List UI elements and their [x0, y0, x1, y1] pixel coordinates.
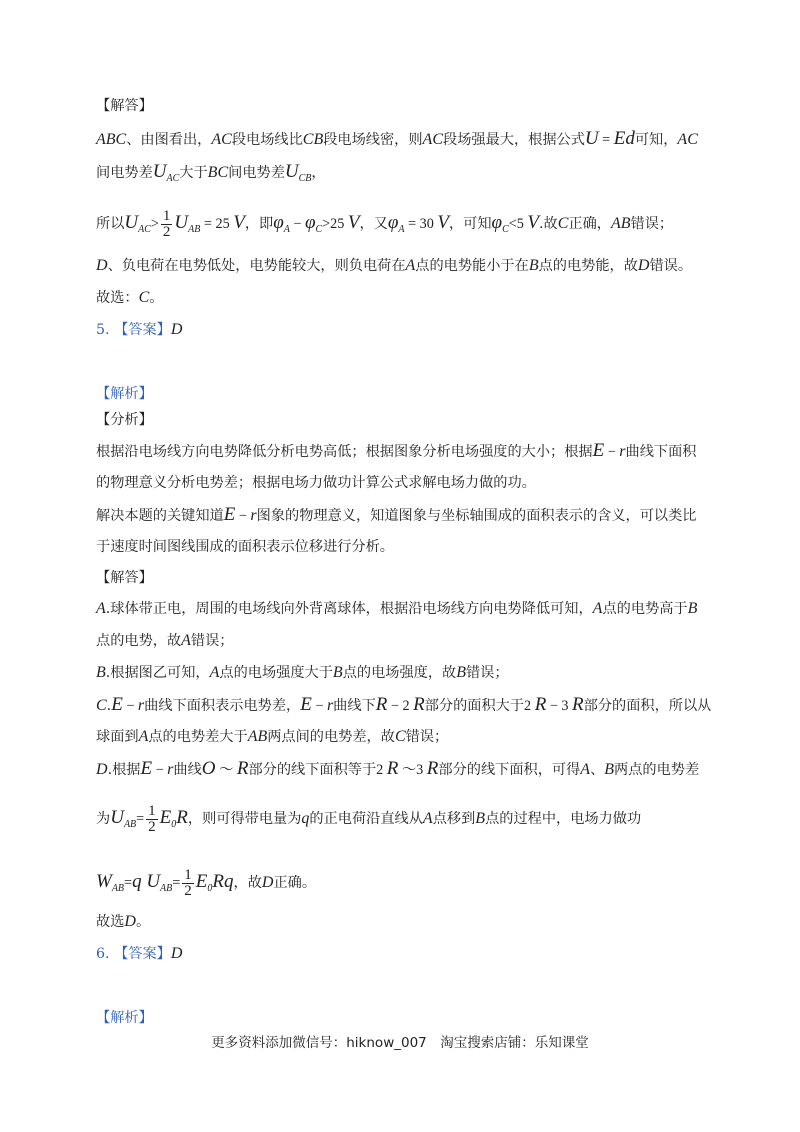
text-run: 间电势差: [228, 165, 285, 181]
text-run: B: [332, 664, 343, 681]
text-run: 可知，: [634, 132, 678, 148]
text-run: 间电势差: [96, 165, 153, 181]
text-run: ，故: [233, 875, 262, 891]
text-run: 1: [162, 207, 171, 224]
text-run: D: [261, 874, 274, 891]
text-run: 大于: [179, 165, 208, 181]
text-run: 正确。: [273, 875, 317, 891]
text-run: R: [572, 694, 584, 715]
heading-jiexi: [96, 1008, 153, 1028]
text-run: AB: [111, 883, 125, 894]
text-run: E: [111, 694, 123, 715]
paragraph-line: [96, 162, 326, 189]
text-run: φ: [304, 212, 316, 233]
text-run: .: [106, 698, 112, 714]
text-run: 的物理意义分析电势差；根据电场力做功计算公式求解电场力做的功。: [96, 475, 536, 491]
text-run: D: [170, 945, 183, 962]
text-run: ，可知: [448, 216, 492, 232]
text-run: BC: [207, 164, 229, 181]
text-run: AC: [166, 173, 180, 184]
text-run: B: [456, 664, 466, 681]
text-run: B: [96, 664, 106, 681]
text-run: 球面到: [96, 729, 139, 745]
text-run: 段电场线密，则: [323, 132, 423, 148]
text-run: =: [136, 811, 145, 827]
text-run: Rq: [212, 871, 234, 892]
text-run: 1: [148, 802, 156, 819]
heading-jiexi: [96, 384, 153, 404]
text-run: Ed: [613, 128, 635, 149]
text-run: 点的电场强度大于: [219, 665, 333, 681]
text-run: 、: [590, 762, 605, 778]
text-run: 解决本题的关键知道: [96, 508, 224, 524]
text-run: 0: [171, 819, 177, 830]
text-run: =: [598, 132, 614, 148]
text-run: AC: [422, 131, 443, 148]
text-run: 点的过程中，电场力做功: [485, 811, 642, 827]
text-run: U: [152, 161, 167, 182]
paragraph-line: [96, 441, 696, 462]
text-run: B: [528, 257, 539, 274]
text-run: 段场强最大，根据公式: [443, 132, 585, 148]
text-run: C: [138, 289, 150, 306]
formula-line: [96, 866, 316, 905]
text-run: A: [283, 224, 290, 235]
text-run: 5.: [96, 322, 110, 338]
text-run: q: [301, 810, 310, 827]
text-run: O: [201, 758, 216, 779]
text-run: r: [137, 697, 145, 714]
text-run: A: [405, 257, 416, 274]
text-run: −: [311, 698, 327, 714]
text-run: 【解答】: [96, 570, 153, 586]
text-run: V: [437, 212, 449, 233]
paragraph-line: [96, 473, 536, 493]
text-run: ABC: [96, 131, 127, 148]
text-run: 2: [184, 882, 192, 899]
text-run: 点的电势能小于在: [415, 258, 529, 274]
text-run: E: [195, 871, 208, 892]
text-run: 【分析】: [96, 412, 153, 428]
answer-line: [96, 912, 150, 932]
text-run: 点的电势差大于: [148, 729, 248, 745]
text-run: 0: [207, 883, 213, 894]
text-run: CB: [298, 173, 312, 184]
text-run: E: [140, 758, 153, 779]
text-run: 【答案】: [114, 322, 171, 338]
text-run: R: [176, 807, 188, 828]
text-run: 曲线下: [333, 698, 376, 714]
text-run: AB: [123, 819, 137, 830]
text-run: ，又: [359, 216, 388, 232]
text-run: 、由图看出，: [126, 132, 212, 148]
text-run: 点的电场强度，故: [342, 665, 457, 681]
text-run: U: [174, 212, 189, 233]
text-run: R: [236, 758, 249, 779]
text-run: A: [181, 632, 191, 649]
text-run: 错误；: [630, 216, 674, 232]
text-run: A: [422, 810, 433, 827]
text-run: −: [604, 444, 620, 460]
text-run: 根据沿电场线方向电势降低分析电势高低；根据图象分析电场强度的大小；根据: [96, 444, 593, 460]
text-run: AC: [138, 224, 151, 235]
text-run: AB: [160, 883, 173, 894]
text-run: 。: [135, 914, 151, 930]
text-run: = 25: [200, 216, 234, 232]
text-run: AC: [677, 131, 698, 148]
text-run: ，即: [244, 216, 274, 232]
text-run: C: [557, 215, 569, 232]
text-run: = 30: [404, 216, 438, 232]
text-run: −: [122, 698, 138, 714]
fraction: [146, 804, 158, 835]
text-run: 曲线下面积表示电势差，: [144, 698, 301, 714]
text-run: A: [138, 728, 149, 745]
paragraph-line: [96, 129, 698, 150]
text-run: B: [604, 761, 615, 778]
text-run: − 2: [387, 698, 414, 714]
text-run: U: [284, 161, 299, 182]
text-run: q: [132, 871, 142, 892]
text-run: 的正电荷沿直线从: [309, 811, 423, 827]
text-run: 两点间的电势差，故: [267, 729, 395, 745]
text-run: E: [223, 504, 236, 525]
paragraph-line: [96, 505, 696, 526]
text-run: D: [96, 257, 108, 274]
text-run: A: [96, 600, 106, 617]
text-run: .根据: [107, 762, 141, 778]
heading-text: 【解答】: [96, 98, 153, 114]
text-run: >: [150, 216, 159, 232]
text-run: AC: [211, 131, 232, 148]
fraction: [182, 868, 194, 899]
heading-fenxi: [96, 410, 153, 430]
text-run: φ: [273, 212, 284, 233]
text-run: 为: [96, 811, 111, 827]
text-run: R: [386, 758, 399, 779]
text-run: W: [96, 871, 112, 892]
text-run: 部分的线下面积等于: [248, 762, 377, 778]
text-run: 点移到: [432, 811, 476, 827]
text-run: AB: [247, 728, 268, 745]
paragraph-line: [96, 663, 509, 683]
text-run: V: [347, 212, 360, 233]
text-run: ，则可得带电量为: [187, 811, 302, 827]
text-run: 2: [376, 762, 387, 778]
paragraph-line: [96, 759, 699, 780]
text-run: >25: [322, 216, 348, 232]
text-run: −: [152, 762, 168, 778]
paragraph-line: [96, 537, 394, 557]
text-run: 【答案】: [114, 946, 171, 962]
text-run: 错误；: [190, 633, 234, 649]
text-run: 错误；: [405, 729, 449, 745]
text-run: r: [167, 761, 174, 778]
formula-line: [96, 802, 641, 841]
text-run: AB: [610, 215, 631, 232]
text-run: U: [584, 128, 599, 149]
text-run: 错误。: [649, 258, 693, 274]
question-6-answer: [96, 944, 182, 964]
text-run: A: [580, 761, 591, 778]
text-run: 图象的物理意义，知道图象与坐标轴围成的面积表示的含义，可以类比: [256, 508, 697, 524]
text-run: E: [300, 694, 312, 715]
text-run: 曲线: [173, 762, 202, 778]
text-run: R: [413, 694, 425, 715]
text-run: r: [619, 443, 626, 460]
text-run: 点的电势高于: [602, 601, 688, 617]
formula-line: [96, 208, 673, 245]
text-run: r: [250, 507, 257, 524]
paragraph-line: [96, 256, 692, 276]
text-run: <5: [508, 216, 528, 232]
paragraph-line: [96, 727, 448, 747]
text-run: =: [172, 875, 181, 891]
text-run: E: [592, 440, 605, 461]
text-run: 1: [184, 866, 192, 883]
text-run: φ: [491, 212, 503, 233]
text-run: B: [687, 600, 698, 617]
text-run: ～3: [398, 762, 427, 778]
text-run: A: [398, 224, 405, 235]
text-run: 错误；: [465, 665, 509, 681]
text-run: φ: [387, 212, 399, 233]
text-run: B: [475, 810, 486, 827]
text-run: U: [124, 212, 139, 233]
text-run: 部分的面积大于: [424, 698, 525, 714]
text-run: ～: [215, 762, 237, 778]
question-5-answer: [96, 320, 182, 340]
fraction: [161, 209, 173, 240]
text-run: 于速度时间图线围成的面积表示位移进行分析。: [96, 539, 394, 555]
text-run: ，: [311, 165, 326, 181]
answer-line: [96, 288, 163, 308]
text-run: 两点的电势差: [614, 762, 700, 778]
text-run: CB: [302, 131, 324, 148]
text-run: A: [592, 600, 603, 617]
text-run: E: [159, 807, 172, 828]
text-run: 段电场线比: [231, 132, 303, 148]
text-run: −: [289, 216, 305, 232]
page-footer: 更多资料添加微信号：hiknow_007 淘宝搜索店铺：乐知课堂: [211, 1035, 589, 1051]
paragraph-line: [96, 631, 234, 651]
text-run: 部分的线下面积，可得: [438, 762, 581, 778]
text-run: =: [124, 875, 133, 891]
text-run: D: [637, 257, 650, 274]
text-run: 【解析】: [96, 1010, 153, 1026]
text-run: D: [124, 913, 136, 930]
text-run: .故: [539, 216, 558, 232]
text-run: 点的电势能，故: [538, 258, 638, 274]
text-run: .根据图乙可知，: [105, 665, 210, 681]
text-run: 曲线下面积: [625, 444, 697, 460]
text-run: C: [394, 728, 406, 745]
paragraph-line: [96, 695, 711, 716]
text-run: V: [527, 212, 539, 233]
text-run: R: [534, 694, 547, 715]
text-run: 部分的面积，所以从: [583, 698, 712, 714]
text-run: R: [375, 694, 388, 715]
text-run: U: [110, 807, 124, 828]
text-run: D: [170, 321, 183, 338]
text-run: 所以: [96, 216, 125, 232]
text-run: C: [502, 224, 509, 235]
text-run: C: [315, 224, 323, 235]
text-run: 、负电荷在电势低处，电势能较大，则负电荷在: [107, 258, 406, 274]
text-run: R: [426, 758, 439, 779]
text-run: 2: [524, 698, 535, 714]
text-run: r: [326, 697, 334, 714]
text-run: 。: [149, 290, 164, 306]
text-run: 2: [162, 223, 171, 240]
text-run: −: [235, 508, 251, 524]
text-run: V: [233, 212, 245, 233]
paragraph-line: [96, 599, 697, 619]
text-run: 故选: [96, 914, 125, 930]
text-run: 故选：: [96, 290, 139, 306]
text-run: 2: [148, 818, 156, 835]
text-run: − 3: [546, 698, 573, 714]
text-run: 6.: [96, 946, 110, 962]
text-run: 点的电势，故: [96, 633, 182, 649]
text-run: A: [209, 664, 220, 681]
heading-jieda: [96, 96, 153, 116]
text-run: 正确，: [568, 216, 611, 232]
heading-jieda: [96, 568, 153, 588]
text-run: U: [141, 871, 161, 892]
text-run: 【解析】: [96, 386, 153, 402]
text-run: AB: [188, 224, 201, 235]
text-run: D: [96, 761, 108, 778]
text-run: .球体带正电，周围的电场线向外背离球体，根据沿电场线方向电势降低可知，: [105, 601, 593, 617]
text-run: C: [96, 697, 107, 714]
